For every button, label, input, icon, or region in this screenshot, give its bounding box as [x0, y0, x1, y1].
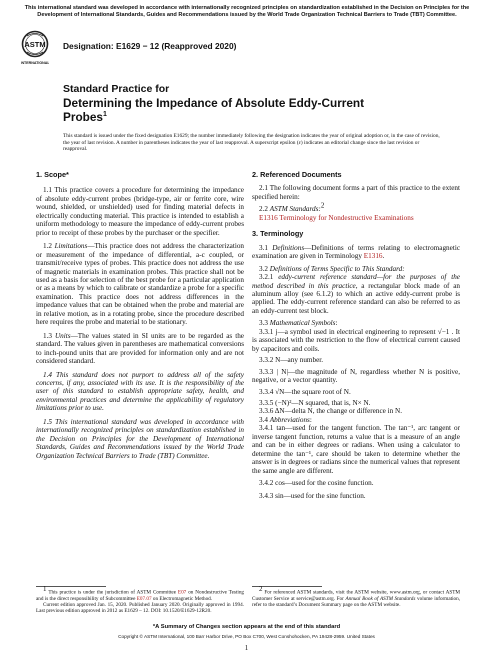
- para-3-3-6: 3.3.6 ΔN—delta N, the change or difference in N.: [259, 407, 403, 416]
- para-3-3-2: 3.3.2 N—any number.: [259, 356, 324, 365]
- para-3-2-1-label: 3.2.1: [259, 273, 279, 282]
- para-2-1: 2.1 The following document forms a part of this practice to the extent specified herein:: [252, 184, 460, 201]
- para-1-3-text: —The values stated in SI units are to be regarded as the standard. The values given in parentheses are mathematical conversions to inch-pound units that are provided for information only and are not considered standard.: [36, 331, 244, 366]
- referenced-documents-heading: 2. Referenced Documents: [252, 170, 342, 179]
- footnote-2: [252, 585, 460, 609]
- link-e07-07[interactable]: E07.07: [136, 595, 152, 602]
- tbt-notice: This international standard was developed in accordance with internationally recognized principles on standardization established in the Decision on Principles for the Development of International Standards, Guides and Recommendations issued by the World Trade Organization Technical Barriers to Trade (TBT) Committee.: [24, 5, 470, 18]
- footnote-2-mark: 2: [259, 585, 263, 593]
- para-3-1-text: —Definitions of terms relating to electromagnetic examination are given in Terminology: [252, 243, 461, 261]
- page-number: 1: [244, 644, 249, 652]
- para-1-5: 1.5 This international standard was developed in accordance with internationally recognized principles on standardization established in the Decision on Principles for the Development of International Standards, Guides and Recommendations issued by the World Trade Organization Technical Barriers to Trade (TBT) Committee.: [36, 417, 244, 460]
- para-2-2-label: 2.2: [259, 205, 270, 214]
- footnote-2-book: Annual Book of ASTM Standards: [345, 595, 416, 602]
- title-line-1: Standard Practice for: [63, 83, 170, 95]
- para-1-2-label: 1.2: [43, 242, 55, 251]
- footnote-1-text-a: This practice is under the jurisdiction of ASTM Committee: [46, 589, 178, 596]
- para-3-4-2: 3.4.2 cos—used for the cosine function.: [259, 479, 374, 488]
- terminology-heading: 3. Terminology: [252, 229, 304, 239]
- scope-heading: 1. Scope*: [36, 170, 69, 179]
- para-3-1-label: 3.1: [259, 243, 273, 252]
- para-3-3-colon: :: [335, 319, 338, 328]
- para-2-2: [252, 201, 460, 214]
- para-3-2-term: Definitions of Terms Specific to This Standard:: [269, 264, 405, 273]
- para-3-4-3: 3.4.3 sin—used for the sine function.: [259, 491, 366, 500]
- para-3-3-3: 3.3.3 | N|—the magnitude of N, regardless whether N is positive, negative, or a vector quantity.: [252, 367, 460, 385]
- astm-logo: [21, 28, 49, 72]
- footnote-2-text-b: volume information, refer to the standard’s Document Summary page on the ASTM website.: [252, 595, 460, 609]
- para-3-3-5: 3.3.5 (−N)²—N squared, that is, N× N.: [259, 398, 371, 407]
- para-3-3: [252, 319, 460, 327]
- para-3-3-4: 3.3.4 √N—the square root of N.: [259, 387, 351, 396]
- designation: Designation: E1629 − 12 (Reapproved 2020): [63, 41, 237, 51]
- footnote-1-text-c: on Electromagnetic Method.: [151, 595, 213, 602]
- svg-text:ASTM: ASTM: [24, 40, 46, 49]
- para-3-4-colon: :: [309, 415, 312, 424]
- para-3-2-1-text: , a rectangular block made of an aluminum alloy (see 6.1.2) to which an active eddy-current probe is applied. The eddy-current reference standard can also be referred to as an eddy-current test block.: [252, 281, 460, 315]
- para-3-2-label: 3.2: [259, 264, 270, 273]
- link-e1316-title[interactable]: Terminology for Nondestructive Examinations: [277, 213, 414, 222]
- footnote-1: [36, 585, 245, 615]
- para-3-4-term: Abbreviations: [269, 415, 310, 424]
- logo-caption: INTERNATIONAL: [21, 61, 49, 65]
- para-1-2: [36, 242, 244, 327]
- right-column: [252, 171, 460, 500]
- para-1-3-label: 1.3: [43, 331, 55, 340]
- copyright: Copyright © ASTM International, 100 Barr Harbor Drive, PO Box C700, West Conshohocken, PA 19428-2959. United States: [118, 634, 375, 639]
- para-3-1-term: Definitions: [272, 243, 305, 252]
- para-3-4: [252, 416, 460, 424]
- para-3-2: [252, 265, 460, 273]
- title-line-2: Determining the Impedance of Absolute Eddy-Current: [63, 96, 365, 110]
- para-3-3-1: 3.3.1 j—a symbol used in electrical engineering to represent √−1 . It is associated with the restriction to the flow of electrical current caused by capacitors and coils.: [252, 327, 460, 353]
- para-3-4-1: 3.4.1 tan—used for the tangent function. The tan⁻¹, arc tangent or inverse tangent function, returns a value that is a measure of an angle and can be in either degrees or radians. When using a calculator to determine the tan⁻¹, care should be taken to determine whether the answer is in degrees or radians since the numerical values that represent the same angle are different.: [252, 424, 460, 475]
- footnote-1-mark: 1: [43, 585, 47, 593]
- para-1-1: 1.1 This practice covers a procedure for determining the impedance of absolute eddy-current probes (bridge-type, air or ferrite core, wire wound, shielded, or unshielded) used for finding material defects in electrically conducting material. This practice is intended to establish a uniform methodology to measure the impedance of eddy-current probes prior to receipt of these probes by the purchaser or the specifier.: [36, 186, 244, 237]
- para-2-2-term: ASTM Standards:: [269, 205, 321, 214]
- footnote-1-text-b: on Nondestructive Testing and is the direct responsibility of Subcommittee: [36, 589, 245, 602]
- para-3-4-label: 3.4: [259, 415, 270, 424]
- document-title: [63, 83, 443, 124]
- para-3-1-end: .: [382, 252, 385, 261]
- title-footnote-mark: 1: [103, 111, 107, 119]
- standard-issuance-note: This standard is issued under the fixed designation E1629; the number immediately following the designation indicates the year of original adoption or, in the case of revision, the year of last revision. A number in parentheses indicates the year of last reapproval. A superscript epsilon (ε) indicates an editorial change since the last revision or reapproval.: [63, 133, 440, 153]
- footnote-2-text-a: For referenced ASTM standards, visit the ASTM website, www.astm.org, or contact ASTM Customer Service at service@astm.org. For: [252, 589, 460, 602]
- reference-e1316: [252, 214, 460, 222]
- summary-of-changes-note: *A Summary of Changes section appears at the end of this standard: [152, 624, 341, 630]
- link-e1316-inline[interactable]: E1316: [363, 252, 383, 261]
- footnote-1-edition: Current edition approved Jan. 15, 2020. Published January 2020. Originally approved in 1994. Last previous edition approved in 2012 as E1629 – 12. DOI: 10.1520/E1629-12R20.: [36, 602, 244, 615]
- para-1-3-term: Units: [54, 331, 71, 340]
- para-2-2-mark: 2: [320, 201, 325, 210]
- para-3-1: [252, 244, 460, 261]
- para-3-3-label: 3.3: [259, 319, 270, 328]
- left-column: [36, 171, 244, 460]
- para-1-3: [36, 332, 244, 366]
- para-1-2-term: Limitations: [54, 242, 88, 251]
- para-1-2-text: —This practice does not address the characterization or measurement of the impedance of differential, a-c coupled, or transmit/receive types of probes. This practice does not address the use of magnetic materials in examination probes. This practice shall not be used as a basis for selection of the best probe for a particular application or as a means by which to calibrate or standardize a probe for a specific examination. This practice does not address differences in the impedance values that can be obtained when the probe and material are in relative motion, as in a rotating probe, since the procedure described here requires the probe and material to be stationary.: [36, 242, 245, 327]
- para-3-2-1-term: eddy-current reference standard—for the purposes of the method described in this practice: [252, 273, 460, 290]
- title-line-3: Probes: [63, 110, 103, 124]
- para-3-3-term: Mathematical Symbols: [269, 319, 336, 328]
- para-1-4: 1.4 This standard does not purport to address all of the safety concerns, if any, associated with its use. It is the responsibility of the user of this standard to establish appropriate safety, health, and environmental practices and determine the applicability of regulatory limitations prior to use.: [36, 370, 244, 413]
- para-3-2-1: [252, 273, 460, 315]
- link-e07[interactable]: E07: [177, 589, 187, 596]
- link-e1316[interactable]: E1316: [259, 213, 278, 222]
